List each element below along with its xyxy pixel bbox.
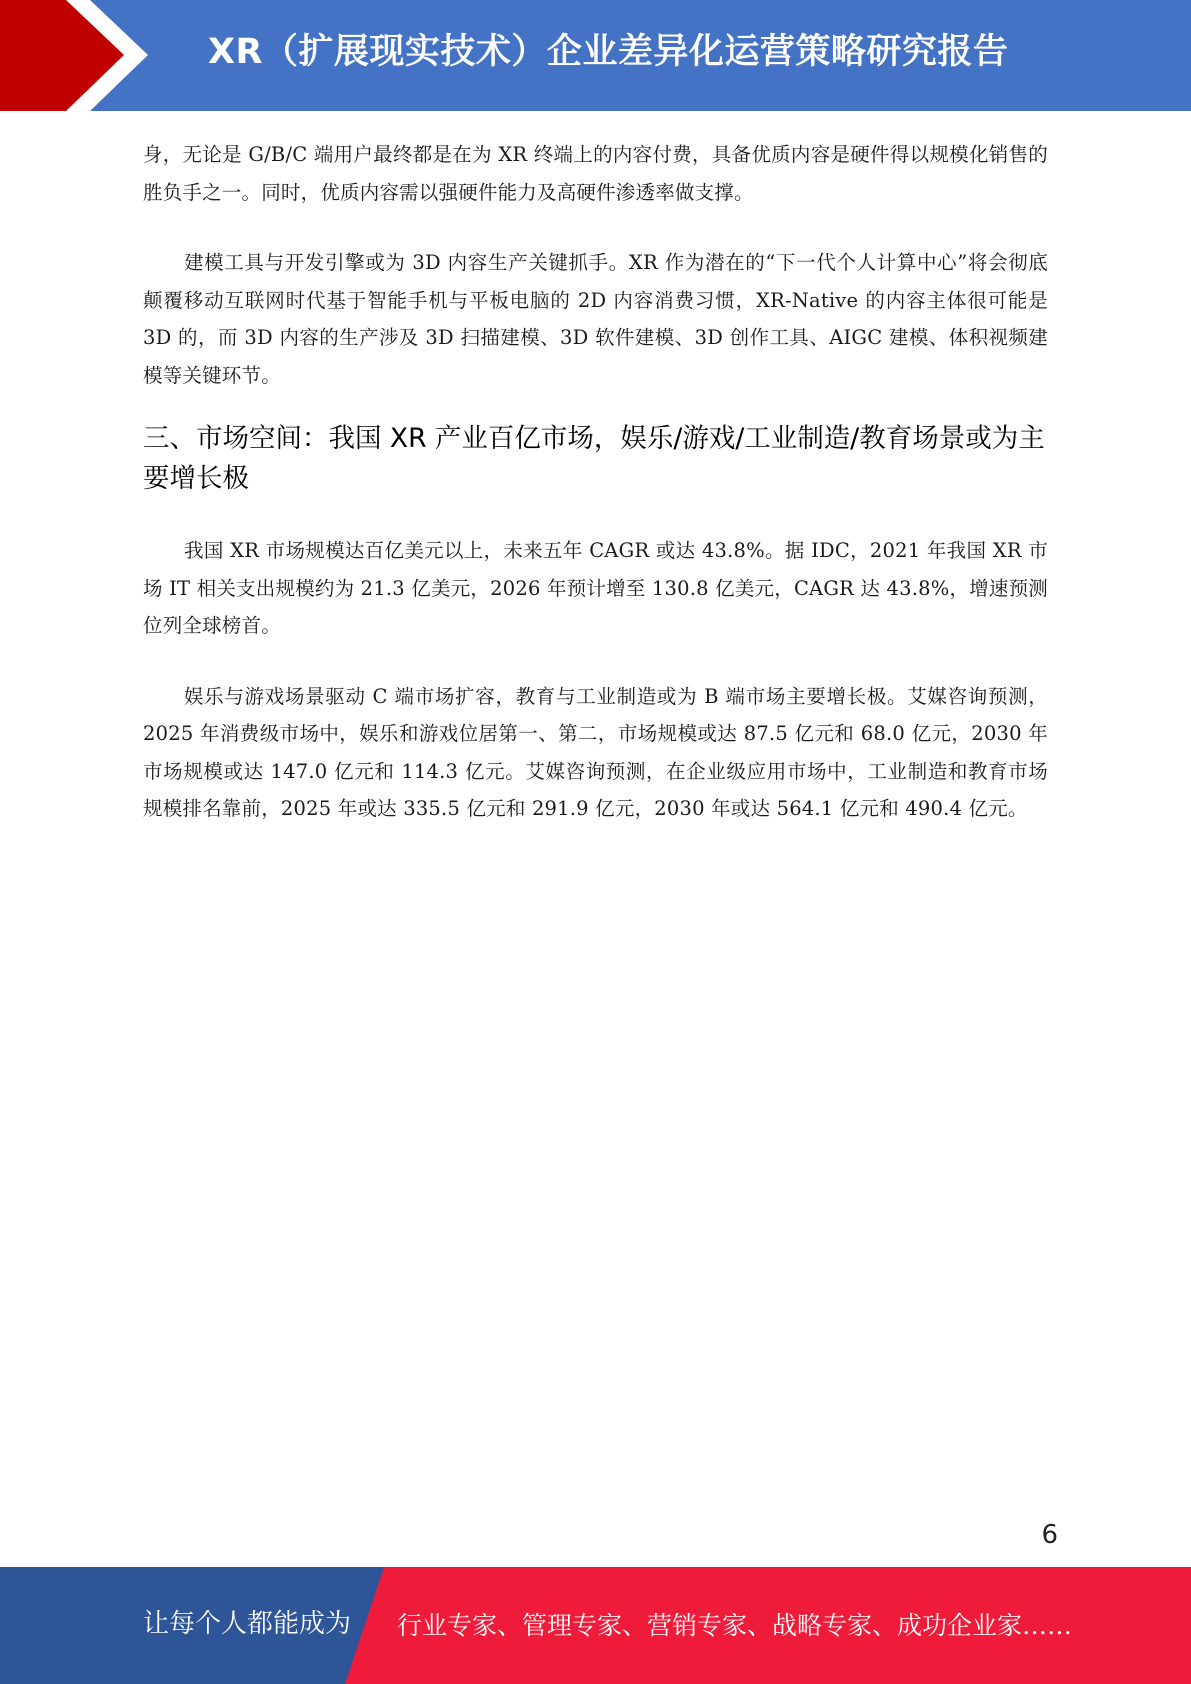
page-header [0,0,1191,111]
page-number: 6 [1041,1520,1058,1550]
body-paragraph: 娱乐与游戏场景驱动 C 端市场扩容，教育与工业制造或为 B 端市场主要增长极。艾媒咨询预测，2025 年消费级市场中，娱乐和游戏位居第一、第二，市场规模或达 87.5 亿元和 68.0 亿元，2030 年市场规模或达 147.0 亿元和 114.3 亿元。艾媒咨询预测，在企业级应用市场中，工业制造和教育市场规模排名靠前，2025 年或达 335.5 亿元和 291.9 亿元，2030 年或达 564.1 亿元和 490.4 亿元。 [143,684,1048,820]
document-body [143,136,1048,828]
body-paragraph: 建模工具与开发引擎或为 3D 内容生产关键抓手。XR 作为潜在的“下一代个人计算中心”将会彻底颠覆移动互联网时代基于智能手机与平板电脑的 2D 内容消费习惯，XR-Native 的内容主体很可能是 3D 的，而 3D 内容的生产涉及 3D 扫描建模、3D 软件建模、3D 创作工具、AIGC 建模、体积视频建模等关键环节。 [143,251,1048,387]
body-paragraph: 身，无论是 G/B/C 端用户最终都是在为 XR 终端上的内容付费，具备优质内容是硬件得以规模化销售的胜负手之一。同时，优质内容需以强硬件能力及高硬件渗透率做支撑。 [143,143,1048,204]
footer-slogan-lead: 让每个人都能成为 [143,1609,352,1639]
body-paragraph: 我国 XR 市场规模达百亿美元以上，未来五年 CAGR 或达 43.8%。据 IDC，2021 年我国 XR 市场 IT 相关支出规模约为 21.3 亿美元，2026 年预计增至 130.8 亿美元，CAGR 达 43.8%，增速预测位列全球榜首。 [143,539,1048,637]
header-chevron-decoration [0,0,200,111]
report-title: XR（扩展现实技术）企业差异化运营策略研究报告 [208,32,1009,72]
section-heading: 三、市场空间：我国 XR 产业百亿市场，娱乐/游戏/工业制造/教育场景或为主要增长极 [143,423,1045,494]
page-footer [0,1567,1191,1684]
footer-slogan-roles: 行业专家、管理专家、营销专家、战略专家、成功企业家…… [397,1611,1073,1640]
